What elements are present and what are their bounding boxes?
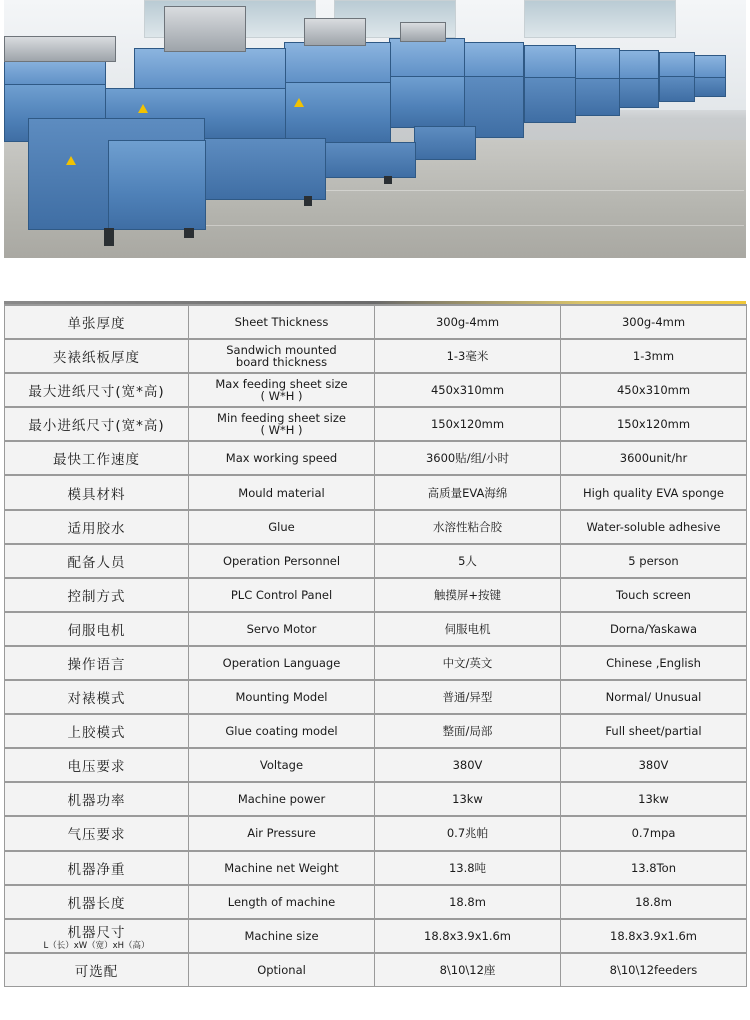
spec-label-en-text: Machine net Weight [224, 860, 339, 875]
spec-value-cn: 13kw [375, 782, 561, 816]
spec-label-en-text: Voltage [259, 758, 304, 773]
spec-label-en [189, 373, 375, 407]
spec-table [4, 304, 747, 987]
spec-value-en: 18.8m [561, 885, 747, 919]
spec-label-en-text: Optional [257, 963, 306, 978]
spec-value-cn: 水溶性粘合胶 [375, 510, 561, 544]
spec-table-body [5, 305, 747, 987]
spec-label-cn-text: 对裱模式 [67, 691, 126, 708]
spec-value-cn: 18.8m [375, 885, 561, 919]
spec-label-en-text: Min feeding sheet size [217, 411, 346, 426]
spec-label-cn [5, 441, 189, 475]
spec-label-en [189, 305, 375, 339]
spec-label-en [189, 851, 375, 885]
spec-label-en [189, 680, 375, 714]
spec-label-en-text: Max feeding sheet size [215, 377, 348, 392]
spec-label-cn-text: 单张厚度 [67, 316, 126, 333]
spec-row [5, 885, 747, 919]
spec-label-cn [5, 475, 189, 509]
spec-row [5, 544, 747, 578]
spec-label-cn-text: 机器长度 [67, 895, 126, 912]
spec-value-cn: 伺服电机 [375, 612, 561, 646]
spec-row [5, 782, 747, 816]
spec-value-cn: 18.8x3.9x1.6m [375, 919, 561, 953]
spec-label-en-line2: ( W*H ) [260, 389, 303, 404]
spec-label-cn-text: 电压要求 [67, 759, 126, 776]
spec-label-cn [5, 578, 189, 612]
spec-label-cn-text: 伺服电机 [67, 622, 126, 639]
spec-value-en: 1-3mm [561, 339, 747, 373]
spec-value-en: Touch screen [561, 578, 747, 612]
spec-row [5, 510, 747, 544]
spec-label-en-text: Sheet Thickness [234, 315, 329, 330]
spec-row [5, 339, 747, 373]
spec-label-en [189, 339, 375, 373]
spec-value-cn: 8\10\12座 [375, 953, 561, 987]
spec-value-cn: 3600贴/组/小时 [375, 441, 561, 475]
spec-value-en: Normal/ Unusual [561, 680, 747, 714]
spec-label-en [189, 782, 375, 816]
spec-row [5, 953, 747, 987]
spec-row [5, 305, 747, 339]
spec-label-cn-text: 最快工作速度 [53, 452, 140, 469]
spec-label-cn-text: 模具材料 [67, 486, 126, 503]
spec-value-cn: 普通/异型 [375, 680, 561, 714]
spec-value-cn: 13.8吨 [375, 851, 561, 885]
spec-label-en-text: Air Pressure [247, 826, 316, 841]
spec-label-en-text: Machine size [244, 928, 319, 943]
spec-value-cn: 300g-4mm [375, 305, 561, 339]
spec-label-cn-text: 机器功率 [67, 793, 126, 810]
spec-label-en [189, 953, 375, 987]
spec-label-cn [5, 510, 189, 544]
spec-label-en [189, 544, 375, 578]
spec-label-cn-text: 机器尺寸 [67, 924, 126, 941]
spec-row [5, 680, 747, 714]
spec-label-cn [5, 680, 189, 714]
spec-label-en-text: Machine power [237, 792, 326, 807]
spec-value-cn: 整面/局部 [375, 714, 561, 748]
spec-label-en [189, 714, 375, 748]
spec-row [5, 646, 747, 680]
spec-label-cn-text: 操作语言 [67, 656, 126, 673]
spec-value-en: 5 person [561, 544, 747, 578]
spec-label-cn [5, 885, 189, 919]
window [524, 0, 676, 38]
spec-label-en [189, 885, 375, 919]
spec-value-en: 13kw [561, 782, 747, 816]
spec-label-cn-text: 控制方式 [67, 588, 126, 605]
spec-label-cn-text: 机器净重 [67, 861, 126, 878]
spec-label-en [189, 612, 375, 646]
spec-row [5, 612, 747, 646]
spec-value-cn: 1-3毫米 [375, 339, 561, 373]
spec-label-cn [5, 612, 189, 646]
spec-label-en [189, 441, 375, 475]
spec-label-cn [5, 953, 189, 987]
spec-label-en-text: Max working speed [225, 451, 338, 466]
spec-value-cn: 5人 [375, 544, 561, 578]
spec-label-cn-text: 最大进纸尺寸(宽*高) [28, 384, 165, 401]
spec-value-cn: 380V [375, 748, 561, 782]
spec-label-cn-sub: L（长）xW（宽）xH（高） [43, 940, 150, 951]
spec-value-en: Dorna/Yaskawa [561, 612, 747, 646]
spec-row [5, 714, 747, 748]
spec-label-cn-text: 可选配 [74, 964, 119, 981]
spec-label-cn [5, 407, 189, 441]
spec-label-en-text: Mounting Model [235, 690, 328, 705]
spec-label-en-text: Mould material [238, 485, 325, 500]
spec-value-cn: 中文/英文 [375, 646, 561, 680]
spec-row [5, 851, 747, 885]
spec-value-en: 3600unit/hr [561, 441, 747, 475]
spec-label-en-text: Servo Motor [246, 621, 317, 636]
spec-value-cn: 触摸屏+按键 [375, 578, 561, 612]
spec-value-en: 380V [561, 748, 747, 782]
spec-label-cn [5, 782, 189, 816]
spec-row [5, 919, 747, 953]
spec-label-en [189, 816, 375, 850]
spec-label-en [189, 578, 375, 612]
spec-value-en: Water-soluble adhesive [561, 510, 747, 544]
spec-row [5, 475, 747, 509]
spec-label-cn-text: 夹裱纸板厚度 [53, 350, 140, 367]
spec-label-en [189, 646, 375, 680]
spec-label-en-text: Length of machine [227, 894, 336, 909]
spec-row [5, 816, 747, 850]
spec-label-cn [5, 305, 189, 339]
spec-row [5, 373, 747, 407]
spec-label-cn-text: 上胶模式 [67, 725, 126, 742]
spec-label-en-text: Operation Personnel [222, 553, 341, 568]
spec-value-en: High quality EVA sponge [561, 475, 747, 509]
spec-row [5, 748, 747, 782]
spec-value-en: 18.8x3.9x1.6m [561, 919, 747, 953]
spec-label-cn [5, 544, 189, 578]
spec-label-cn-text: 配备人员 [67, 554, 126, 571]
spec-label-cn-text: 气压要求 [67, 827, 126, 844]
spec-label-cn [5, 851, 189, 885]
spec-value-en: 450x310mm [561, 373, 747, 407]
spec-label-en [189, 748, 375, 782]
spec-label-cn [5, 919, 189, 953]
spec-label-en-line2: ( W*H ) [260, 423, 303, 438]
spec-label-cn-text: 最小进纸尺寸(宽*高) [28, 418, 165, 435]
spec-row [5, 578, 747, 612]
spec-label-en-text: Glue [268, 519, 295, 534]
spec-value-en: 8\10\12feeders [561, 953, 747, 987]
spec-label-cn [5, 748, 189, 782]
spec-label-en [189, 510, 375, 544]
spec-label-en [189, 475, 375, 509]
spec-value-en: 13.8Ton [561, 851, 747, 885]
spec-label-cn [5, 646, 189, 680]
spec-value-cn: 0.7兆帕 [375, 816, 561, 850]
spec-label-cn [5, 373, 189, 407]
factory-machines-photo [4, 0, 746, 258]
spec-row [5, 441, 747, 475]
spec-row [5, 407, 747, 441]
spec-value-en: 0.7mpa [561, 816, 747, 850]
spec-value-en: 150x120mm [561, 407, 747, 441]
spec-label-en-text: PLC Control Panel [230, 587, 333, 602]
spec-value-cn: 高质量EVA海绵 [375, 475, 561, 509]
spec-value-en: Chinese ,English [561, 646, 747, 680]
spec-value-en: Full sheet/partial [561, 714, 747, 748]
spec-value-cn: 150x120mm [375, 407, 561, 441]
spec-label-en-text: Glue coating model [225, 724, 338, 739]
spec-label-en [189, 919, 375, 953]
spec-label-en-text: Sandwich mounted [226, 343, 337, 358]
spec-label-cn [5, 714, 189, 748]
spec-value-en: 300g-4mm [561, 305, 747, 339]
spec-label-en-text: Operation Language [222, 655, 341, 670]
spec-label-en-line2: board thickness [235, 355, 328, 370]
spec-label-cn [5, 339, 189, 373]
spec-label-cn [5, 816, 189, 850]
spec-label-cn-text: 适用胶水 [67, 520, 126, 537]
spec-value-cn: 450x310mm [375, 373, 561, 407]
spec-label-en [189, 407, 375, 441]
